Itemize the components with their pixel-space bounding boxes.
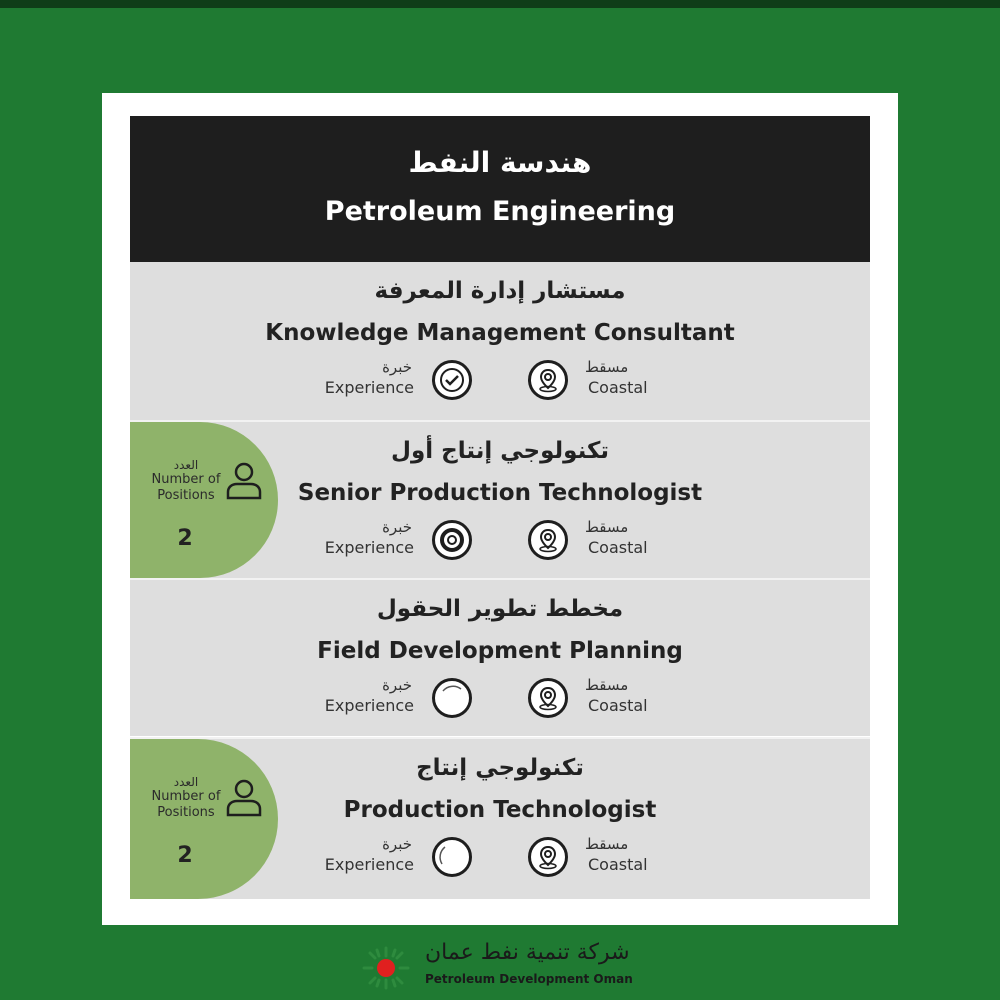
top-bar bbox=[0, 0, 1000, 8]
location-label-ar: مسقط bbox=[585, 835, 629, 853]
location-label-ar: مسقط bbox=[585, 358, 629, 376]
experience-label-en: Experience bbox=[324, 696, 414, 715]
positions-count: 2 bbox=[177, 843, 193, 868]
location-label-en: Coastal bbox=[588, 378, 648, 397]
experience-label-en: Experience bbox=[324, 378, 414, 397]
job-listing-card bbox=[102, 93, 898, 925]
job-title-ar: تكنولوجي إنتاج أول bbox=[391, 438, 609, 464]
location-pin-icon bbox=[528, 520, 568, 560]
positions-label-ar: العدد bbox=[173, 458, 199, 472]
experience-label-en: Experience bbox=[324, 538, 414, 557]
location-pin-icon bbox=[528, 678, 568, 718]
job-title-en: Knowledge Management Consultant bbox=[265, 320, 735, 346]
company-name-ar: شركة تنمية نفط عمان bbox=[425, 940, 630, 965]
positions-count: 2 bbox=[177, 526, 193, 551]
department-title-en: Petroleum Engineering bbox=[324, 196, 676, 227]
job-row-field-development-planning bbox=[130, 580, 870, 736]
job-title-en: Field Development Planning bbox=[317, 638, 683, 664]
job-title-ar: تكنولوجي إنتاج bbox=[416, 755, 584, 781]
check-circle-icon bbox=[432, 360, 472, 400]
experience-label-ar: خبرة bbox=[382, 518, 412, 536]
target-icon bbox=[432, 520, 472, 560]
department-header bbox=[130, 116, 870, 262]
experience-label-ar: خبرة bbox=[382, 676, 412, 694]
location-label-en: Coastal bbox=[588, 855, 648, 874]
job-title-en: Production Technologist bbox=[343, 797, 657, 823]
location-label-ar: مسقط bbox=[585, 518, 629, 536]
job-title-ar: مستشار إدارة المعرفة bbox=[374, 278, 626, 304]
job-title-en: Senior Production Technologist bbox=[297, 480, 703, 506]
location-label-en: Coastal bbox=[588, 696, 648, 715]
job-listing-panel bbox=[130, 116, 870, 899]
experience-label-ar: خبرة bbox=[382, 358, 412, 376]
company-name-en: Petroleum Development Oman bbox=[425, 972, 633, 986]
location-pin-icon bbox=[528, 360, 568, 400]
location-label-en: Coastal bbox=[588, 538, 648, 557]
location-pin-icon bbox=[528, 837, 568, 877]
positions-label-en: Number of Positions bbox=[151, 472, 221, 503]
empty-circle-icon bbox=[432, 837, 472, 877]
job-title-ar: مخطط تطوير الحقول bbox=[376, 596, 624, 622]
experience-label-en: Experience bbox=[324, 855, 414, 874]
positions-label-en: Number of Positions bbox=[151, 789, 221, 820]
job-row-knowledge-management bbox=[130, 262, 870, 420]
department-title-ar: هندسة النفط bbox=[408, 146, 592, 179]
experience-label-ar: خبرة bbox=[382, 835, 412, 853]
job-row-production-technologist bbox=[130, 739, 870, 899]
positions-label-ar: العدد bbox=[173, 775, 199, 789]
location-label-ar: مسقط bbox=[585, 676, 629, 694]
pdo-logo-icon bbox=[358, 944, 414, 992]
empty-circle-icon bbox=[432, 678, 472, 718]
job-row-senior-production-technologist bbox=[130, 422, 870, 578]
footer bbox=[0, 930, 1000, 1000]
